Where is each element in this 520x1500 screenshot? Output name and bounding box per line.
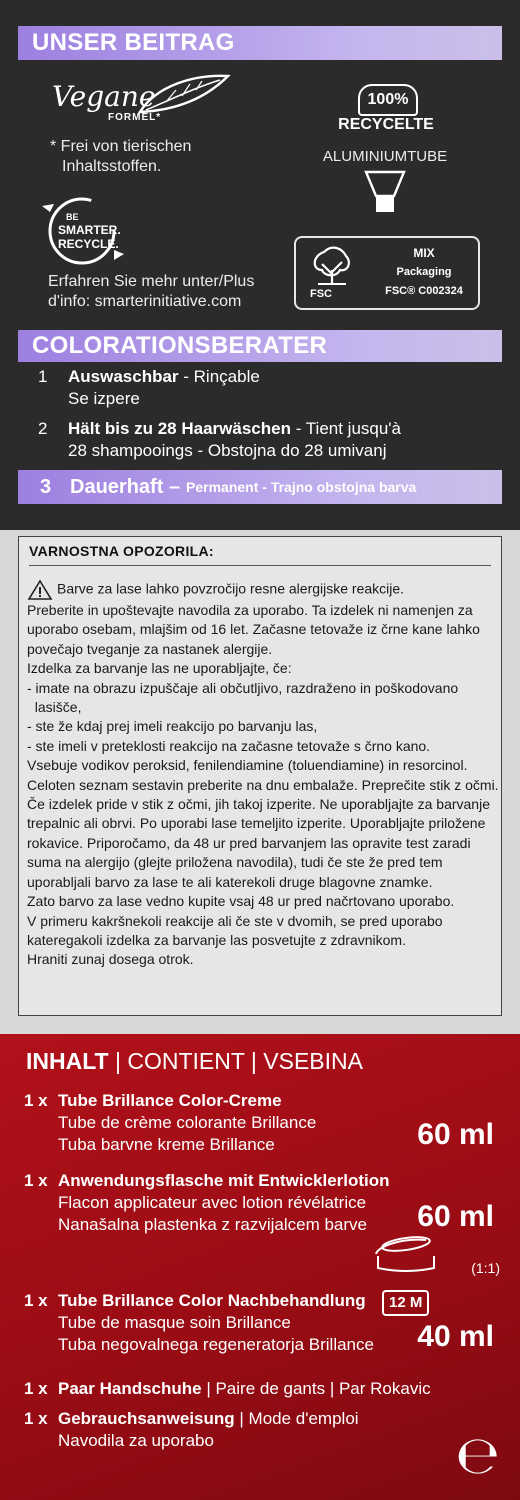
recycled-percent-badge: 100% [358, 84, 418, 116]
contents-item: 1 x Gebrauchsanweisung | Mode d'emploi Navodila za uporabo [24, 1409, 359, 1450]
ratio-label: (1:1) [471, 1260, 500, 1276]
vegan-formula-logo: Vegane [52, 80, 156, 113]
advisor-item: 1 Auswaschbar - Rinçable Se izpere [38, 367, 260, 408]
warning-triangle-icon [27, 579, 53, 601]
warnings-text: Barve za lase lahko povzročijo resne alergijske reakcije. Preberite in upoštevajte navodila za uporabo. Ta izdelek ni namenjen za uporabo osebam, mlajšim od 16 let. Začasne tetovaže iz črne kane lahko povečajo tveganje za nastanek alergije. Izdelka za barvanje las ne uporabljajte, če: - imate na obrazu izpuščaje ali občutljivo, razdraženo in poškodovano lasišče, - ste že kdaj prej imeli reakcijo po barvanju las, - ste imeli v preteklosti reakcijo na začasne tetovaže s črno kano. Vsebuje vodikov peroksid, fenilendiamine (toluendiamine) in resorcinol. Celoten seznam sestavin preberite na dnu embalaže. Preprečite stik z očmi. Če izdelek pride v stik z očmi, jih takoj izperite. Ne uporabljajte za barvanje trepalnic ali obrvi. Po uporabi lase temeljito izperite. Uporabljajte priložene rokavice. Priporočamo, da 48 ur pred barvanjem las opravite test zaradi suma na alergijo (glejte priložena navodila), tudi če ste že pred tem uporabljali barvo za lase te ali katerekoli druge blagovne znamke. Zato barvo za lase vedno kupite vsaj 48 ur pred načrtovano uporabo. V primeru kakršnekoli reakcije ali če ste v dvomih, se pred uporabo kateregakoli izdelka za barvanje las posvetujte z zdravnikom. Hraniti zunaj dosega otrok. [27, 580, 499, 968]
contents-item: 1 x Tube Brillance Color Nachbehandlung Tube de masque soin Brillance Tuba negovalnega regeneratorja Brillance 40 ml [24, 1291, 494, 1354]
contents-item: 1 x Tube Brillance Color-Creme Tube de crème colorante Brillance Tuba barvne kreme Brillance 60 ml [24, 1091, 494, 1154]
estimated-sign-icon: ℮ [455, 1426, 500, 1486]
svg-text:RECYCLE.: RECYCLE. [58, 237, 119, 251]
contribution-header: UNSER BEITRAG [18, 26, 502, 60]
fsc-tree-icon [306, 244, 358, 288]
fsc-logo-box: FSC MIX Packaging FSC® C002324 [294, 236, 480, 310]
contents-header: INHALT | CONTIENT | VSEBINA [26, 1048, 363, 1074]
volume-label: 40 ml [417, 1320, 494, 1353]
recycle-info: Erfahren Sie mehr unter/Plus d'info: smarterinitiative.com [48, 273, 255, 310]
advisor-item: 2 Hält bis zu 28 Haarwäschen - Tient jusqu'à 28 shampooings - Obstojna do 28 umivanj [38, 419, 402, 460]
tube-icon [362, 170, 408, 216]
volume-label: 60 ml [417, 1200, 494, 1233]
recycled-label: RECYCELTE [338, 116, 434, 133]
smarter-recycle-logo [36, 192, 128, 270]
advisor-list [38, 366, 498, 462]
contents-item: 1 x Anwendungsflasche mit Entwicklerlotion Flacon applicateur avec lotion révélatrice Nanašalna plastenka z razvijalcem barve 60 ml [24, 1171, 494, 1234]
period-after-opening-badge: 12 M [382, 1290, 429, 1316]
advisor-header: COLORATIONSBERATER [18, 330, 502, 362]
open-jar-icon [372, 1234, 438, 1274]
volume-label: 60 ml [417, 1118, 494, 1151]
svg-text:BE: BE [66, 212, 79, 222]
contents-item: 1 x Paar Handschuhe | Paire de gants | Par Rokavic [24, 1379, 431, 1398]
safety-warnings [18, 536, 502, 1016]
aluminium-label: ALUMINIUMTUBE [322, 148, 448, 165]
svg-text:SMARTER.: SMARTER. [58, 223, 121, 237]
advisor-highlight-item: 3 Dauerhaft – Permanent - Trajno obstojna barva [18, 470, 502, 504]
leaf-icon [136, 72, 232, 116]
warnings-title: VARNOSTNA OPOZORILA: [29, 543, 214, 559]
vegan-note: * Frei von tierischen Inhaltsstoffen. [50, 138, 192, 175]
divider [29, 565, 491, 566]
contents-section [0, 1034, 520, 1500]
contribution-section: UNSER BEITRAG Vegane FORMEL* * Frei von tierischen Inhaltsstoffen. BE SMARTER. RECYCLE. Erfahren Sie mehr unter/Plus d'info: smarterinitiative.com 100% RECYCELTE ALUMINIUMTUBE FSC MIX Packaging FSC® C002324 COLORATIONSBERATER 1 Auswaschbar - Rinçable Se izpere 2 Hält bis zu 28 Haarwäschen - Tient jusqu'à 28 shampooings - Obstojna do 28 umivanj 3 Dauerhaft – Permanent - Trajno obstojna barva [0, 0, 520, 530]
